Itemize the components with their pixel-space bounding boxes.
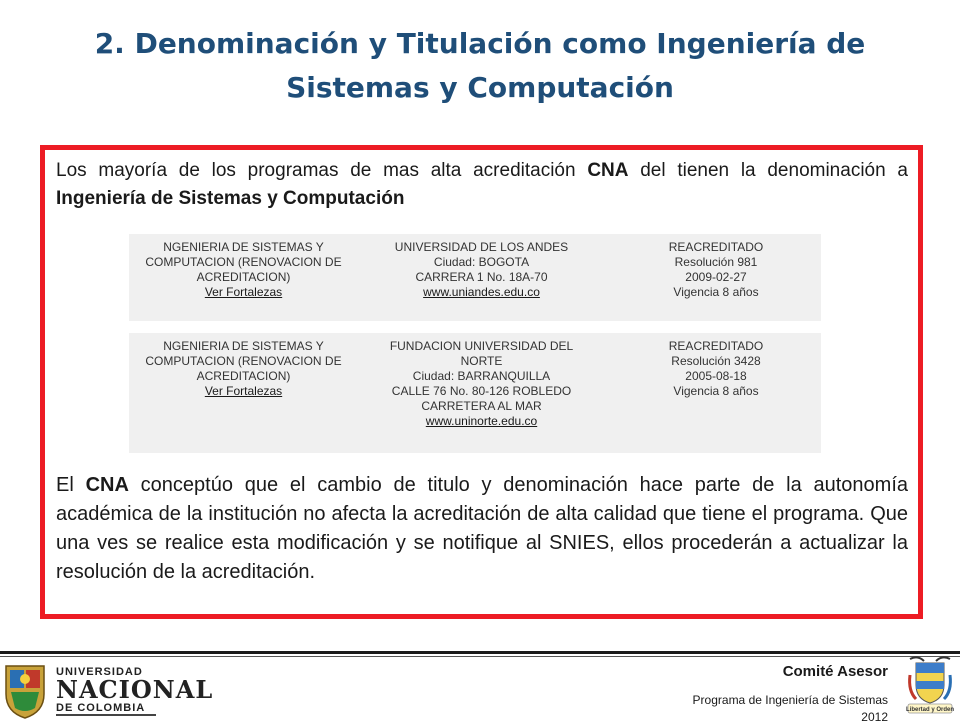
program-name: Programa de Ingeniería de Sistemas	[692, 693, 888, 707]
program-card-uninorte	[129, 333, 821, 453]
logo-main-text: NACIONAL	[56, 675, 214, 704]
card-status-line: Resolución 981	[674, 255, 758, 269]
card-university-line: NORTE	[460, 354, 503, 368]
card-program-line: NGENIERIA DE SISTEMAS Y	[163, 240, 324, 254]
intro-text-1: Los mayoría de los programas de mas alta acreditación	[56, 160, 588, 181]
ver-fortalezas-link[interactable]: Ver Fortalezas	[204, 384, 283, 398]
university-crest-icon	[2, 660, 48, 720]
card-program-column	[131, 240, 356, 300]
footer-divider-thin	[0, 656, 960, 657]
card-university-line: FUNDACION UNIVERSIDAD DEL	[389, 339, 574, 353]
card-university-line: Ciudad: BARRANQUILLA	[412, 369, 551, 383]
card-program-line: COMPUTACION (RENOVACION DE	[145, 354, 342, 368]
card-status-line: 2009-02-27	[685, 270, 747, 284]
conclusion-text-2: conceptúo que el cambio de titulo y denominación hace parte de la autonomía académica de la institución no afecta la acreditación de alta calidad que tiene el programa. Que una ves se realice esta modificación y se notifique al SNIES, ellos procederán a actualizar la resolución de la acreditación.	[56, 474, 908, 583]
card-university-column	[369, 339, 594, 429]
ver-fortalezas-link[interactable]: Ver Fortalezas	[204, 285, 283, 299]
university-logo-text	[56, 666, 213, 714]
card-program-column	[131, 339, 356, 399]
page-title-line-1: 2. Denominación y Titulación como Ingeniería de	[94, 27, 866, 60]
card-university-line: CALLE 76 No. 80-126 ROBLEDO	[391, 384, 572, 398]
intro-cna: CNA	[587, 160, 629, 181]
card-university-line: Ciudad: BOGOTA	[433, 255, 530, 269]
committee-info	[693, 662, 888, 724]
card-status-line: Vigencia 8 años	[673, 384, 759, 398]
card-status-column	[616, 339, 816, 399]
card-university-line: UNIVERSIDAD DE LOS ANDES	[394, 240, 569, 254]
university-website-link[interactable]: www.uninorte.edu.co	[425, 414, 538, 428]
shield-motto: Libertad y Orden	[905, 707, 955, 713]
card-university-line: CARRERA 1 No. 18A-70	[415, 270, 548, 284]
intro-text-2: del tienen la denominación a	[628, 160, 908, 181]
card-status-line: Resolución 3428	[671, 354, 761, 368]
card-program-line: NGENIERIA DE SISTEMAS Y	[163, 339, 324, 353]
content-frame	[40, 145, 923, 619]
intro-program-name: Ingeniería de Sistemas y Computación	[56, 188, 405, 209]
card-status-line: REACREDITADO	[668, 240, 764, 254]
card-status-line: REACREDITADO	[668, 339, 764, 353]
colombia-coat-of-arms-icon	[902, 655, 958, 715]
conclusion-paragraph	[56, 471, 908, 587]
conclusion-text-1: El	[56, 474, 86, 496]
logo-underline	[56, 714, 156, 716]
card-status-column	[616, 240, 816, 300]
logo-bottom-text: DE COLOMBIA	[56, 702, 146, 714]
footer-divider	[0, 651, 960, 654]
card-program-line: ACREDITACION)	[196, 270, 291, 284]
page-title-line-2: Sistemas y Computación	[286, 71, 674, 104]
card-program-line: ACREDITACION)	[196, 369, 291, 383]
page-title	[40, 22, 920, 110]
intro-paragraph	[56, 157, 908, 213]
card-status-line: 2005-08-18	[685, 369, 747, 383]
logo-top-text: UNIVERSIDAD	[56, 666, 143, 678]
university-website-link[interactable]: www.uniandes.edu.co	[423, 285, 540, 299]
card-status-line: Vigencia 8 años	[673, 285, 759, 299]
card-university-column	[369, 240, 594, 300]
program-card-uniandes	[129, 234, 821, 321]
committee-title: Comité Asesor	[782, 663, 888, 680]
footer-year: 2012	[861, 710, 888, 724]
card-university-line: CARRETERA AL MAR	[421, 399, 542, 413]
conclusion-cna: CNA	[85, 474, 129, 496]
card-program-line: COMPUTACION (RENOVACION DE	[145, 255, 342, 269]
